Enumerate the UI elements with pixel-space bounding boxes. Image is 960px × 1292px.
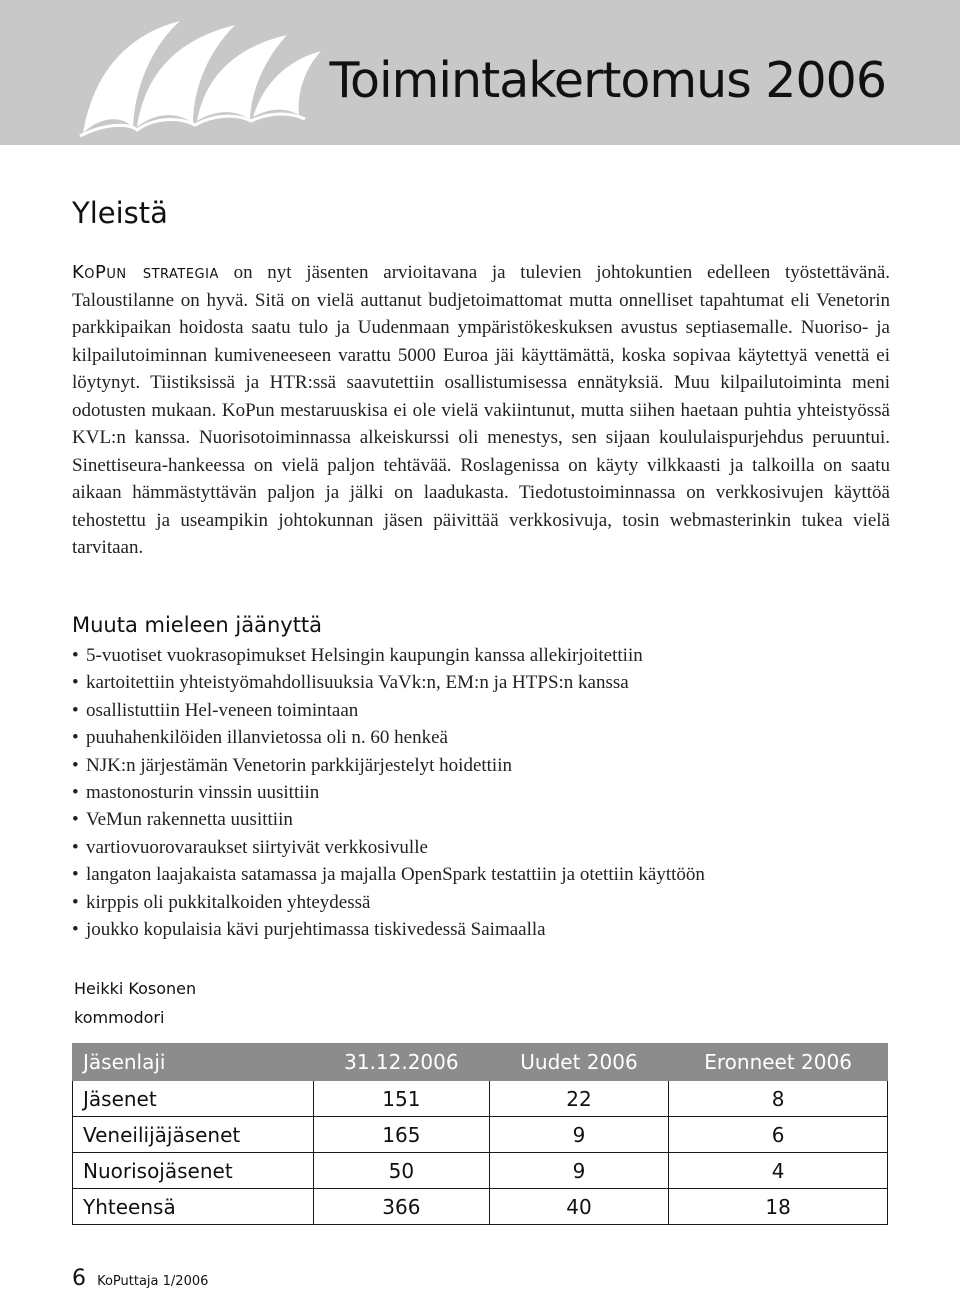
table-cell: 8 [669,1081,888,1117]
signature-name: Heikki Kosonen [74,979,197,998]
memorable-list [72,642,705,943]
table-cell: 50 [314,1153,490,1189]
table-row [73,1117,888,1153]
publication-name: KoPuttaja 1/2006 [97,1274,209,1289]
table-cell: Nuorisojäsenet [73,1153,314,1189]
section-heading-general: Yleistä [72,196,168,230]
general-paragraph [72,259,890,562]
list-item: • joukko kopulaisia kävi purjehtimassa tiskivedessä Saimaalla [72,916,705,943]
list-item: • osallistuttiin Hel-veneen toimintaan [72,697,705,724]
table-cell: 9 [489,1117,668,1153]
sail-logo-icon [75,15,325,140]
list-item: • NJK:n järjestämän Venetorin parkkijärjestelyt hoidettiin [72,752,705,779]
table-header-row [73,1044,888,1081]
section-heading-memorable: Muuta mieleen jäänyttä [72,613,323,637]
list-item: • kartoitettiin yhteistyömahdollisuuksia VaVk:n, EM:n ja HTPS:n kanssa [72,669,705,696]
table-header-cell: Jäsenlaji [73,1044,314,1081]
header-band [0,0,960,145]
page-number: 6 [72,1266,86,1291]
list-item: • vartiovuorovaraukset siirtyivät verkkosivulle [72,834,705,861]
table-cell: 18 [669,1189,888,1225]
table-cell: 6 [669,1117,888,1153]
table-cell: Jäsenet [73,1081,314,1117]
table-header-cell: 31.12.2006 [314,1044,490,1081]
page-title: Toimintakertomus 2006 [329,52,886,109]
list-item: • mastonosturin vinssin uusittiin [72,779,705,806]
table-cell: 40 [489,1189,668,1225]
signature [74,974,196,1032]
list-item: • VeMun rakennetta uusittiin [72,806,705,833]
table-cell: 4 [669,1153,888,1189]
strategy-lead: KoPun strategia [72,262,219,283]
members-table [72,1043,888,1225]
table-cell: 366 [314,1189,490,1225]
list-item: • 5-vuotiset vuokrasopimukset Helsingin kaupungin kanssa allekirjoitettiin [72,642,705,669]
table-header-cell: Uudet 2006 [489,1044,668,1081]
list-item: • kirppis oli pukkitalkoiden yhteydessä [72,889,705,916]
table-cell: Yhteensä [73,1189,314,1225]
table-cell: Veneilijäjäsenet [73,1117,314,1153]
table-cell: 151 [314,1081,490,1117]
signature-role: kommodori [74,1008,165,1027]
table-cell: 165 [314,1117,490,1153]
table-header-cell: Eronneet 2006 [669,1044,888,1081]
list-item: • langaton laajakaista satamassa ja majalla OpenSpark testattiin ja otettiin käyttöön [72,861,705,888]
general-paragraph-text: on nyt jäsenten arvioitavana ja tulevien johtokuntien edelleen työstettävänä. Taloustilanne on hyvä. Sitä on vielä auttanut budjetoimattomat mutta onnelliset tapahtumat eli Venetorin parkkipaikan hoidosta saatu tulo ja Uudenmaan ympäristökeskuksen avustus septiasemalle. Nuoriso- ja kilpailutoiminnan kumiveneeseen varattu 5000 Euroa jäi käyttämättä, koska sopivaa käytettyä venettä ei löytynyt. Tiistiksissä ja HTR:ssä saavutettiin osallistumisessa ennätyksiä. Muu kilpailutoiminta meni odotusten mukaan. KoPun mestaruuskisa ei ole vielä vakiintunut, mutta siihen haetaan puhtia yhteistyössä KVL:n kanssa. Nuorisotoiminnassa alkeiskurssi oli menestys, sen sijaan koululaispurjehdus peruuntui. Sinettiseura-hankeessa on vielä paljon tehtävää. Roslagenissa on käyty vilkkaasti ja talkoilla on saatu aikaan hämmästyttävän paljon ja jälki on laadukasta. Tiedotustoiminnassa on verkkosivujen käyttöä tehostettu ja useampikin johtokunnan jäsen päivittää verkkosivuja, tosin webmasterinkin tukea vielä tarvitaan. [72,262,890,558]
list-item: • puuhahenkilöiden illanvietossa oli n. 60 henkeä [72,724,705,751]
table-row [73,1189,888,1225]
table-row [73,1153,888,1189]
table-row [73,1081,888,1117]
table-cell: 22 [489,1081,668,1117]
table-cell: 9 [489,1153,668,1189]
page-footer [72,1266,208,1291]
